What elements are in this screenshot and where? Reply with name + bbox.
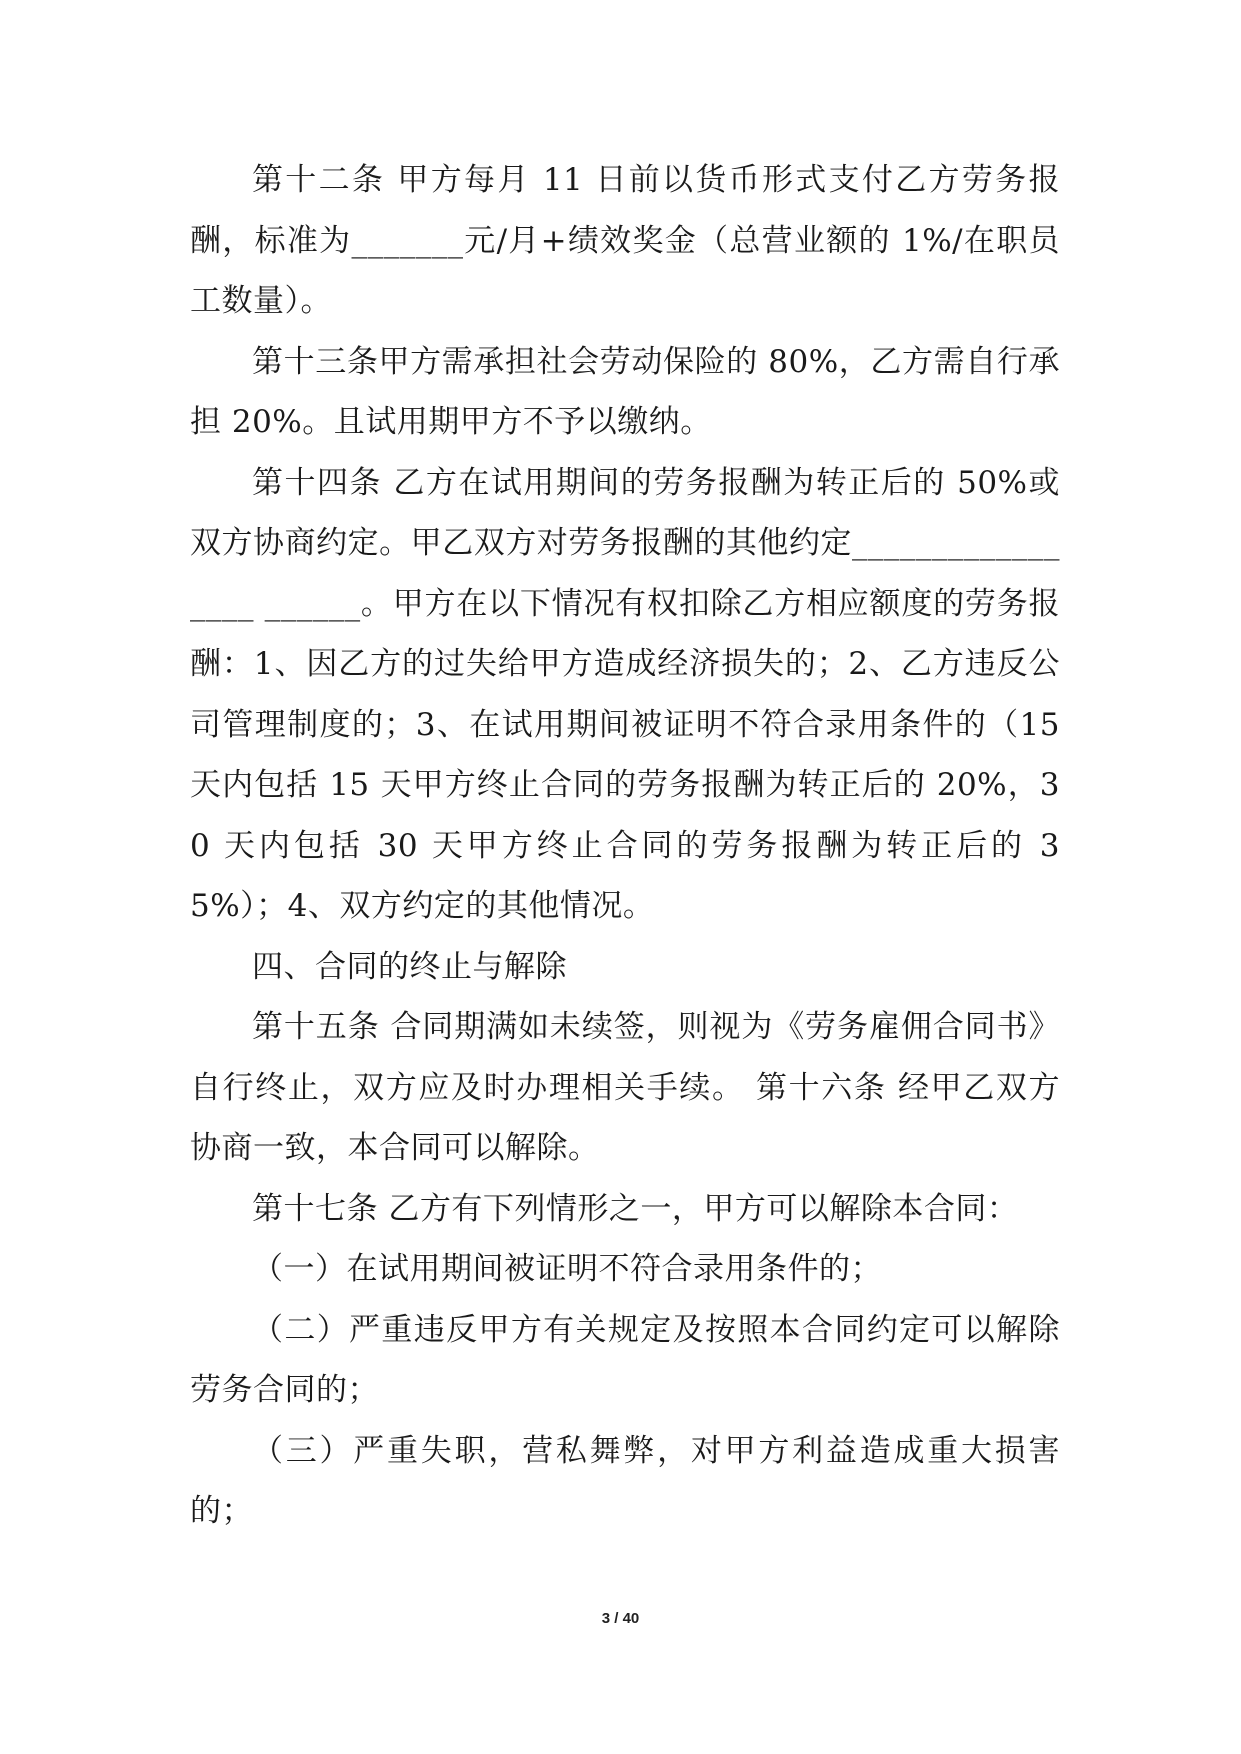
article-17-paragraph: 第十七条 乙方有下列情形之一，甲方可以解除本合同： [252, 1190, 1019, 1227]
clause-3-item: （三）严重失职，营私舞弊，对甲方利益造成重大损害的； [190, 1432, 1060, 1529]
page-number: 3 / 40 [601, 1610, 640, 1627]
article-15-16-paragraph: 第十五条 合同期满如未续签，则视为《劳务雇佣合同书》自行终止，双方应及时办理相关手续。 第十六条 经甲乙双方协商一致，本合同可以解除。 [190, 1009, 1060, 1166]
document-body [190, 150, 1060, 1542]
clause-2-item: （二）严重违反甲方有关规定及按照本合同约定可以解除劳务合同的； [190, 1311, 1060, 1408]
article-14-paragraph: 第十四条 乙方在试用期间的劳务报酬为转正后的 50%或双方协商约定。甲乙双方对劳务报酬的其他约定_________________ ______。甲方在以下情况有权扣除乙方相应额度的劳务报酬：1、因乙方的过失给甲方造成经济损失的；2、乙方违反公司管理制度的；3、在试用期间被证明不符合录用条件的（15 天内包括 15 天甲方终止合同的劳务报酬为转正后的 20%，30 天内包括 30 天甲方终止合同的劳务报酬为转正后的 35%）；4、双方约定的其他情况。 [190, 464, 1060, 924]
article-12-paragraph: 第十二条 甲方每月 11 日前以货币形式支付乙方劳务报酬，标准为_______元/月+绩效奖金（总营业额的 1%/在职员工数量）。 [190, 162, 1060, 319]
article-13-paragraph: 第十三条甲方需承担社会劳动保险的 80%，乙方需自行承担 20%。且试用期甲方不予以缴纳。 [190, 343, 1060, 440]
section-4-heading: 四、合同的终止与解除 [252, 948, 567, 985]
clause-1-item: （一）在试用期间被证明不符合录用条件的； [252, 1251, 882, 1287]
